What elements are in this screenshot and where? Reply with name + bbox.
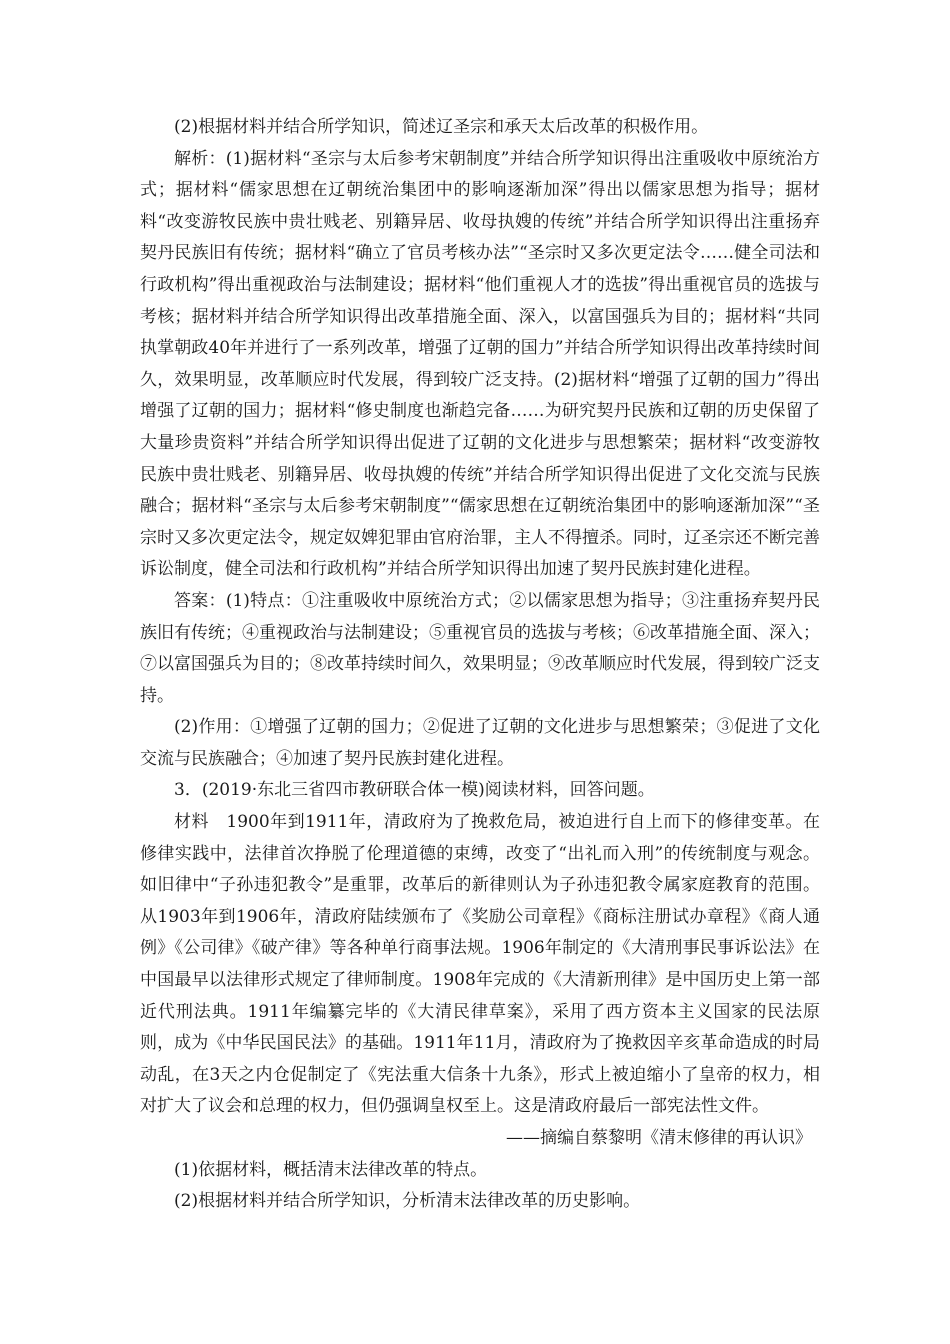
material-paragraph: 材料 1900年到1911年，清政府为了挽救危局，被迫进行自上而下的修律变革。在修律实践中，法律首次挣脱了伦理道德的束缚，改变了“出礼而入刑”的传统制度与观念。如旧律中“子孙违犯教令”是重罪，改革后的新律则认为子孙违犯教令属家庭教育的范围。从1903年到1906年，清政府陆续颁布了《奖励公司章程》《商标注册试办章程》《商人通例》《公司律》《破产律》等各种单行商事法规。1906年制定的《大清刑事民事诉讼法》在中国最早以法律形式规定了律师制度。1908年完成的《大清新刑律》是中国历史上第一部近代刑法典。1911年编纂完毕的《大清民律草案》，采用了西方资本主义国家的民法原则，成为《中华民国民法》的基础。1911年11月，清政府为了挽救因辛亥革命造成的时局动乱，在3天之内仓促制定了《宪法重大信条十九条》，形式上被迫缩小了皇帝的权力，相对扩大了议会和总理的权力，但仍强调皇权至上。这是清政府最后一部宪法性文件。 (140, 812, 820, 1117)
question-3-2: (2)根据材料并结合所学知识，分析清末法律改革的历史影响。 (174, 1191, 641, 1212)
material-source: ——摘编自蔡黎明《清末修律的再认识》 (506, 1128, 812, 1148)
question-3-header: 3．(2019·东北三省四市教研联合体一模)阅读材料，回答问题。 (174, 780, 655, 801)
answer-part-2: (2)作用：①增强了辽朝的国力；②促进了辽朝的文化进步与思想繁荣；③促进了文化交流与民族融合；④加速了契丹民族封建化进程。 (140, 717, 820, 769)
question-2: (2)根据材料并结合所学知识，简述辽圣宗和承天太后改革的积极作用。 (174, 117, 709, 137)
answer-part-1: 答案：(1)特点：①注重吸收中原统治方式；②以儒家思想为指导；③注重扬弃契丹民族旧有传统；④重视政治与法制建设；⑤重视官员的选拔与考核；⑥改革措施全面、深入；⑦以富国强兵为目的；⑧改革持续时间久，效果明显；⑨改革顺应时代发展，得到较广泛支持。 (140, 590, 820, 706)
analysis-paragraph: 解析：(1)据材料“圣宗与太后参考宋朝制度”并结合所学知识得出注重吸收中原统治方式；据材料“儒家思想在辽朝统治集团中的影响逐渐加深”得出以儒家思想为指导；据材料“改变游牧民族中贵壮贱老、别籍异居、收母执嫂的传统”并结合所学知识得出注重扬弃契丹民族旧有传统；据材料“确立了官员考核办法”“圣宗时又多次更定法令……健全司法和行政机构”得出重视政治与法制建设；据材料“他们重视人才的选拔”得出重视官员的选拔与考核；据材料并结合所学知识得出改革措施全面、深入，以富国强兵为目的；据材料“共同执掌朝政40年并进行了一系列改革，增强了辽朝的国力”并结合所学知识得出改革持续时间久，效果明显，改革顺应时代发展，得到较广泛支持。(2)据材料“增强了辽朝的国力”得出增强了辽朝的国力；据材料“修史制度也渐趋完备……为研究契丹民族和辽朝的历史保留了大量珍贵资料”并结合所学知识得出促进了辽朝的文化进步与思想繁荣；据材料“改变游牧民族中贵壮贱老、别籍异居、收母执嫂的传统”并结合所学知识得出促进了文化交流与民族融合；据材料“圣宗与太后参考宋朝制度”“儒家思想在辽朝统治集团中的影响逐渐加深”“圣宗时又多次更定法令，规定奴婢犯罪由官府治罪，主人不得擅杀。同时，辽圣宗还不断完善诉讼制度，健全司法和行政机构”并结合所学知识得出加速了契丹民族封建化进程。 (140, 148, 820, 580)
document-page (140, 112, 820, 1218)
question-3-1: (1)依据材料，概括清末法律改革的特点。 (174, 1159, 488, 1180)
